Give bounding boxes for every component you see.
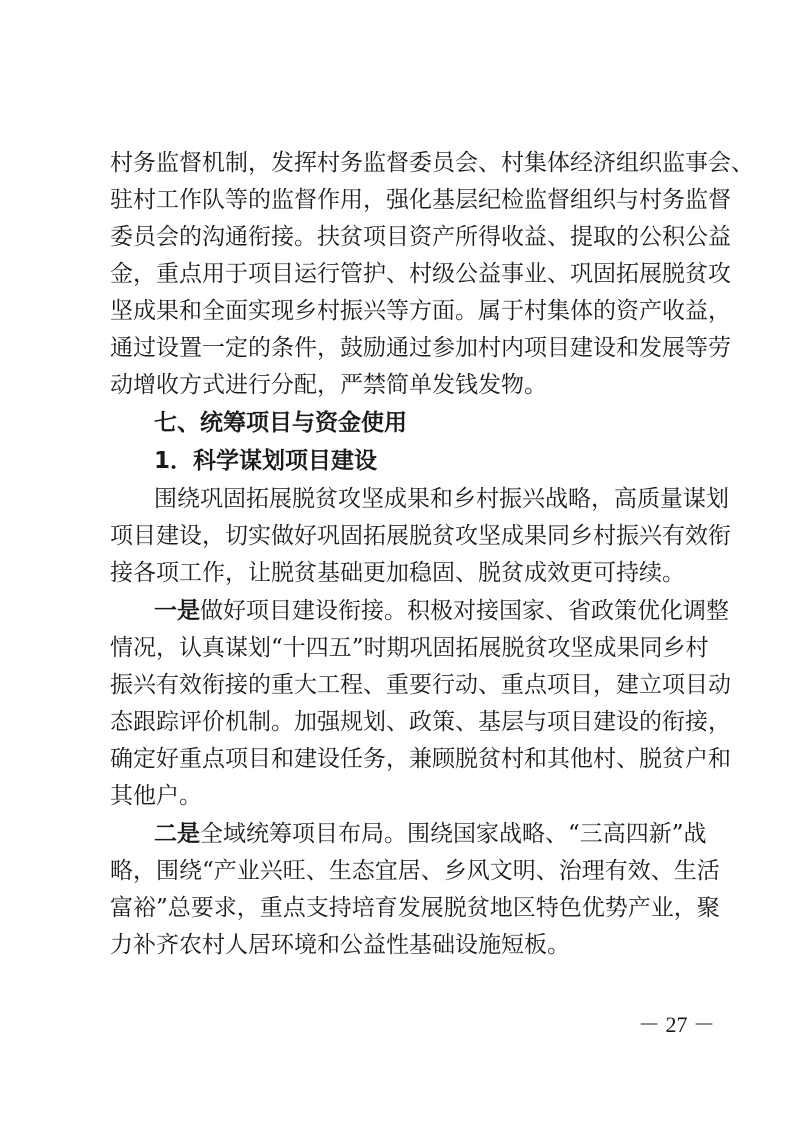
paragraph-3-lead: 一是 (154, 597, 200, 624)
paragraph-4-line-1 (154, 820, 707, 848)
section-heading: 七、统筹项目与资金使用 (154, 410, 407, 436)
paragraph-1-line-1: 村务监督机制，发挥村务监督委员会、村集体经济组织监事会、 (110, 150, 754, 176)
paragraph-3-line-5: 确定好重点项目和建设任务，兼顾脱贫村和其他村、脱贫户和 (110, 746, 731, 772)
paragraph-2-line-3: 接各项工作，让脱贫基础更加稳固、脱贫成效更可持续。 (110, 560, 685, 586)
paragraph-3-line-4: 态跟踪评价机制。加强规划、政策、基层与项目建设的衔接， (110, 709, 731, 735)
paragraph-2-line-1: 围绕巩固拓展脱贫攻坚成果和乡村振兴战略，高质量谋划 (154, 486, 729, 512)
paragraph-1-line-6: 通过设置一定的条件，鼓励通过参加村内项目建设和发展等劳 (110, 335, 731, 361)
paragraph-4-line-1-text: 全域统筹项目布局。围绕国家战略、“三高四新”战 (200, 821, 707, 847)
paragraph-1-line-3: 委员会的沟通衔接。扶贫项目资产所得收益、提取的公积公益 (110, 224, 731, 250)
paragraph-4-line-4: 力补齐农村人居环境和公益性基础设施短板。 (110, 932, 570, 958)
paragraph-3-line-6: 其他户。 (110, 783, 202, 809)
paragraph-3-line-1 (154, 597, 729, 625)
paragraph-4-line-2: 略，围绕“产业兴旺、生态宜居、乡风文明、治理有效、生活 (110, 858, 720, 884)
subsection-heading: 1．科学谋划项目建设 (154, 448, 378, 474)
paragraph-1-line-7: 动增收方式进行分配，严禁简单发钱发物。 (110, 372, 547, 398)
paragraph-2-line-2: 项目建设，切实做好巩固拓展脱贫攻坚成果同乡村振兴有效衔 (110, 523, 731, 549)
paragraph-3-line-3: 振兴有效衔接的重大工程、重要行动、重点项目，建立项目动 (110, 672, 731, 698)
paragraph-4-lead: 二是 (154, 820, 200, 847)
paragraph-3-line-2: 情况，认真谋划“十四五”时期巩固拓展脱贫攻坚成果同乡村 (110, 635, 709, 661)
paragraph-1-line-2: 驻村工作队等的监督作用，强化基层纪检监督组织与村务监督 (110, 187, 731, 213)
page-number: － 27 － (638, 1012, 716, 1037)
paragraph-4-line-3: 富裕”总要求，重点支持培育发展脱贫地区特色优势产业，聚 (110, 895, 720, 921)
paragraph-1-line-5: 坚成果和全面实现乡村振兴等方面。属于村集体的资产收益， (110, 298, 731, 324)
paragraph-1-line-4: 金，重点用于项目运行管护、村级公益事业、巩固拓展脱贫攻 (110, 261, 731, 287)
paragraph-3-line-1-text: 做好项目建设衔接。积极对接国家、省政策优化调整 (200, 598, 729, 624)
